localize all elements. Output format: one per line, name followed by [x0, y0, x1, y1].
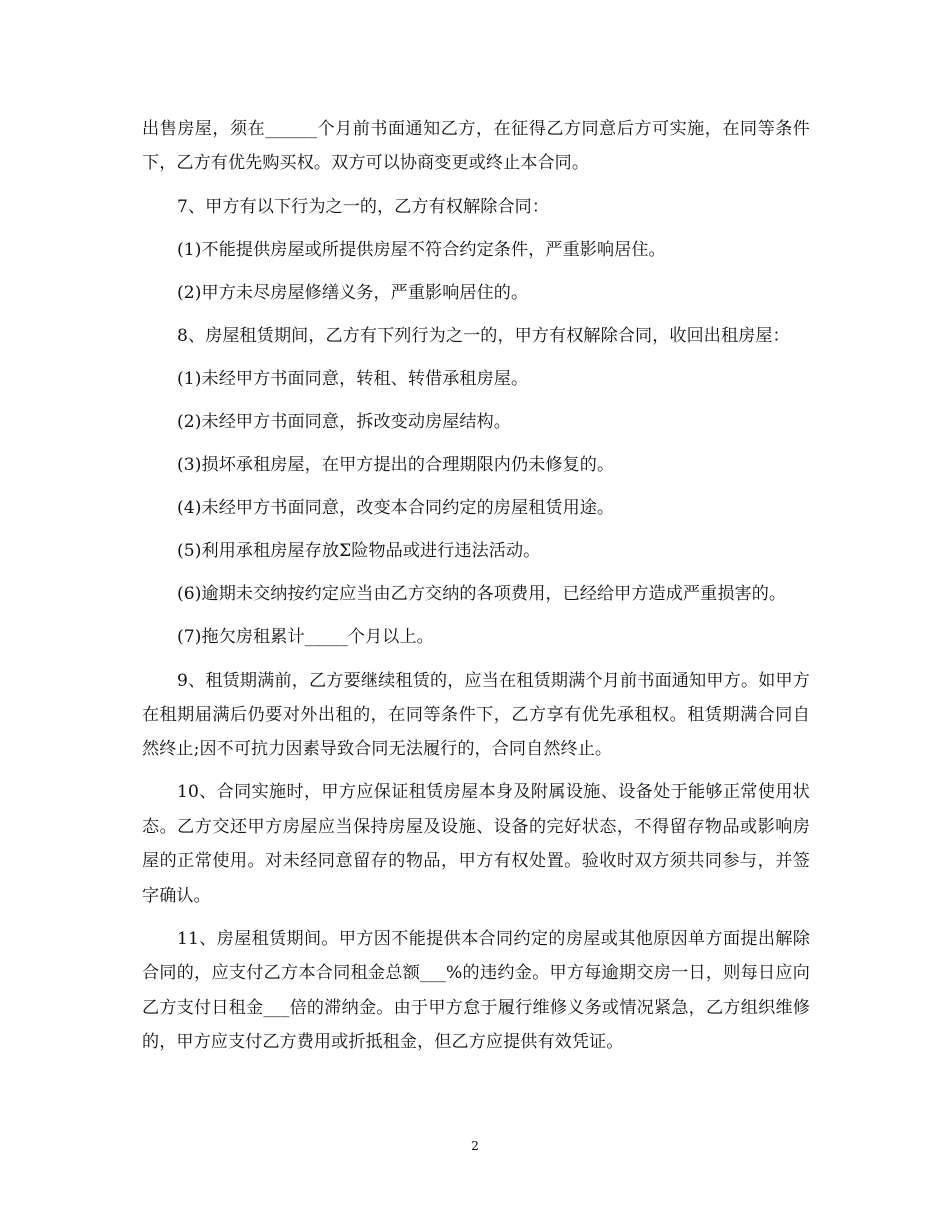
paragraph-clause-8-item-5: (5)利用承租房屋存放Σ险物品或进行违法活动。 [177, 541, 541, 562]
paragraph-sale-notice: 出售房屋，须在______个月前书面通知乙方，在征得乙方同意后方可实施，在同等条件下，乙方有优先购买权。双方可以协商变更或终止本合同。 [142, 119, 810, 174]
paragraph-clause-9: 9、租赁期满前，乙方要继续租赁的，应当在租赁期满个月前书面通知甲方。如甲方在租期届满后仍要对外出租的，在同等条件下，乙方享有优先承租权。租赁期满合同自然终止;因不可抗力因素导致合同无法履行的，合同自然终止。 [142, 670, 810, 760]
paragraph-clause-8-item-4: (4)未经甲方书面同意，改变本合同约定的房屋租赁用途。 [177, 498, 615, 519]
paragraph-clause-8: 8、房屋租赁期间，乙方有下列行为之一的，甲方有权解除合同，收回出租房屋： [177, 325, 790, 346]
paragraph-clause-8-item-2: (2)未经甲方书面同意，拆改变动房屋结构。 [177, 411, 511, 432]
page-number: 2 [471, 1138, 479, 1153]
paragraph-clause-8-item-7: (7)拖欠房租累计_____个月以上。 [177, 627, 434, 648]
document-body [142, 112, 810, 1068]
paragraph-clause-8-item-3: (3)损坏承租房屋，在甲方提出的合理期限内仍未修复的。 [177, 455, 615, 476]
paragraph-clause-8-item-6: (6)逾期未交纳按约定应当由乙方交纳的各项费用，已经给甲方造成严重损害的。 [177, 584, 787, 605]
paragraph-clause-10: 10、合同实施时，甲方应保证租赁房屋本身及附属设施、设备处于能够正常使用状态。乙方交还甲方房屋应当保持房屋及设施、设备的完好状态，不得留存物品或影响房屋的正常使用。对未经同意留存的物品，甲方有权处置。验收时双方须共同参与，并签字确认。 [142, 782, 810, 906]
paragraph-clause-7: 7、甲方有以下行为之一的，乙方有权解除合同： [177, 196, 550, 217]
paragraph-clause-7-item-2: (2)甲方未尽房屋修缮义务，严重影响居住的。 [177, 282, 529, 303]
paragraph-clause-8-item-1: (1)未经甲方书面同意，转租、转借承租房屋。 [177, 368, 529, 389]
paragraph-clause-7-item-1: (1)不能提供房屋或所提供房屋不符合约定条件，严重影响居住。 [177, 239, 666, 260]
paragraph-clause-11: 11、房屋租赁期间。甲方因不能提供本合同约定的房屋或其他原因单方面提出解除合同的，应支付乙方本合同租金总额___%的违约金。甲方每逾期交房一日，则每日应向乙方支付日租金___倍的滞纳金。由于甲方怠于履行维修义务或情况紧急，乙方组织维修的，甲方应支付乙方费用或折抵租金，但乙方应提供有效凭证。 [142, 928, 810, 1052]
